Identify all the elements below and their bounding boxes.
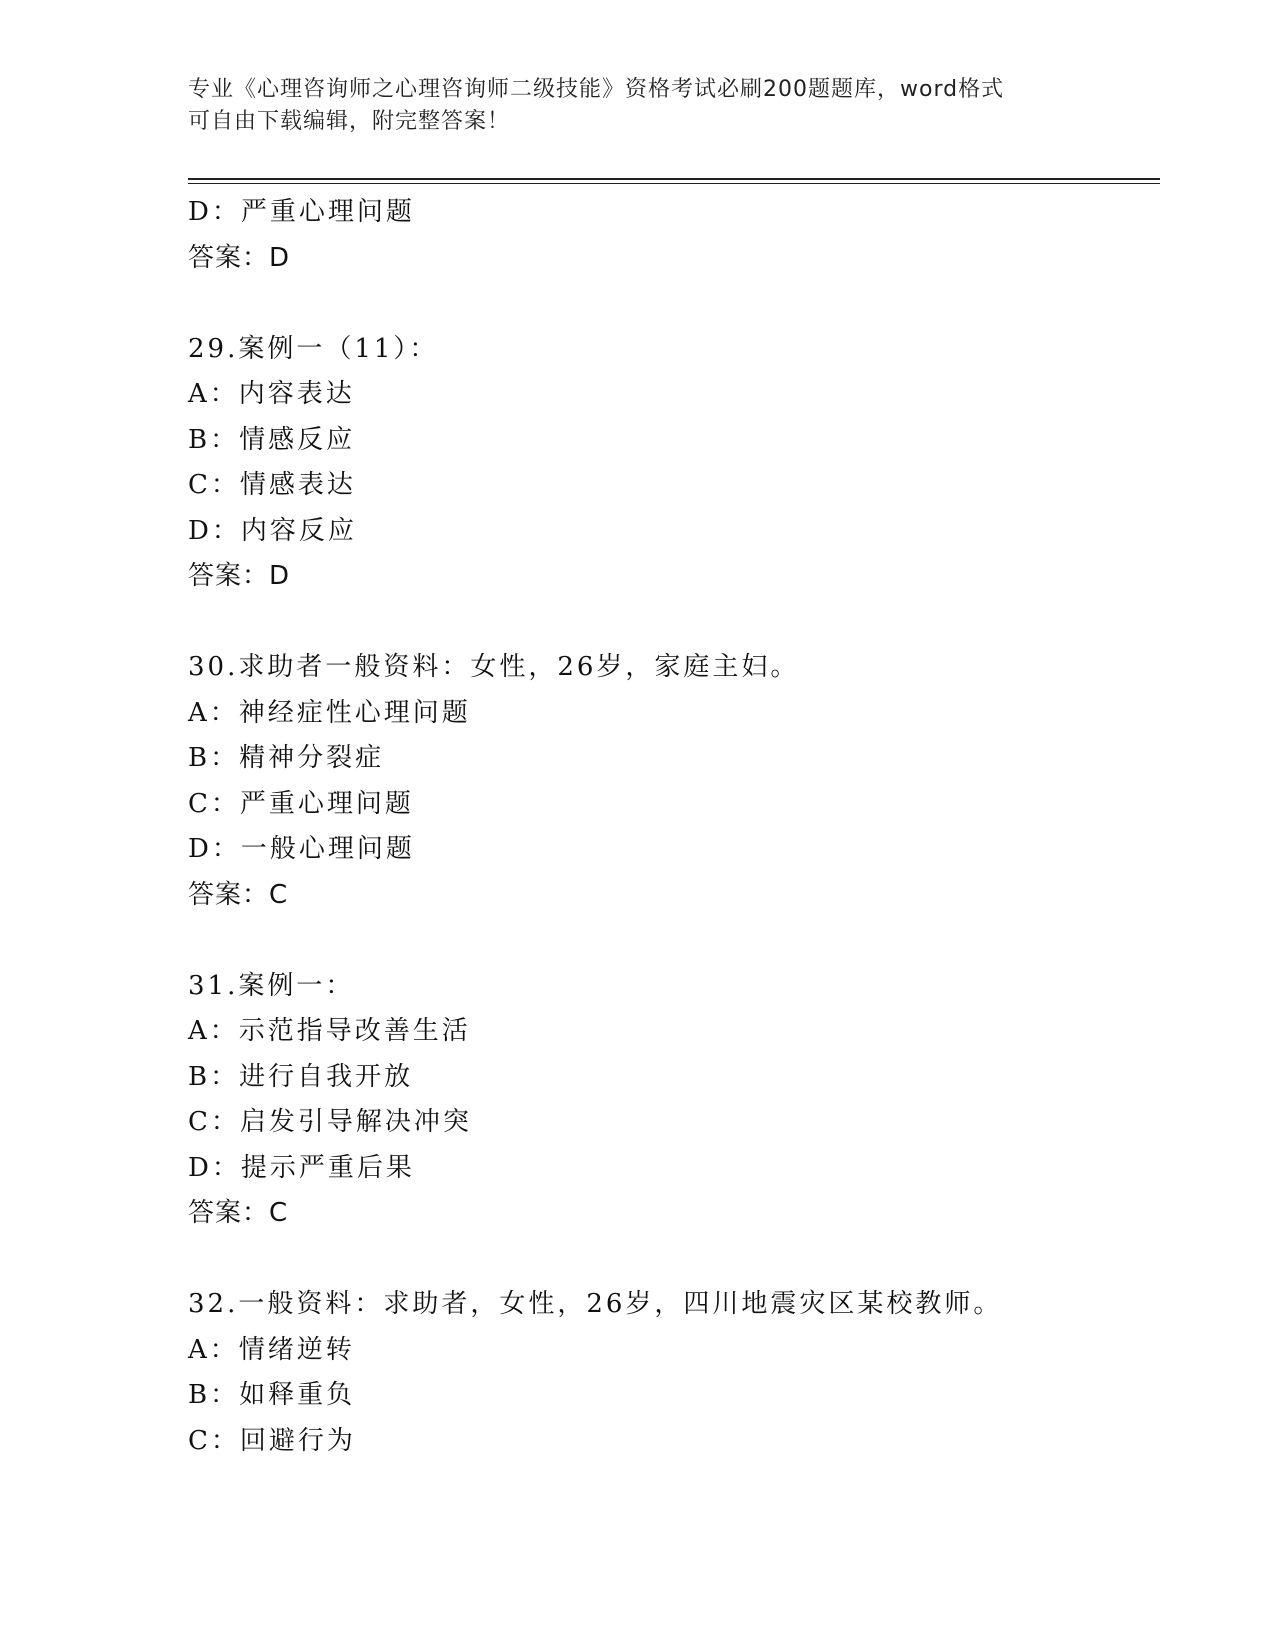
option-c: C：启发引导解决冲突: [188, 1107, 472, 1137]
answer-line: 答案：C: [188, 1198, 289, 1228]
spacer: [188, 281, 1138, 327]
option-a: A：神经症性心理问题: [188, 697, 471, 728]
question-title: 30.求助者一般资料：女性，26岁，家庭主妇。: [188, 652, 800, 682]
option-b: B：精神分裂症: [188, 743, 385, 773]
header-divider-thin: [188, 183, 1160, 184]
answer-line: 答案：D: [188, 561, 291, 591]
question-30: [188, 645, 1138, 918]
option-a: A：内容表达: [188, 379, 355, 409]
question-32: [188, 1282, 1138, 1464]
option-b: B：如释重负: [188, 1380, 356, 1410]
option-a: A：情绪逆转: [188, 1334, 355, 1365]
question-title: 32.一般资料：求助者，女性，26岁，四川地震灾区某校教师。: [188, 1289, 1003, 1319]
spacer: [188, 1237, 1138, 1283]
option-c: C：回避行为: [188, 1425, 356, 1456]
header-title-line-2: 可自由下载编辑，附完整答案！: [188, 109, 511, 134]
option-b: B：进行自我开放: [188, 1061, 414, 1092]
header-divider-thick: [188, 178, 1160, 180]
option-d: D：严重心理问题: [188, 197, 415, 227]
option-d: D：内容反应: [188, 515, 357, 546]
option-a: A：示范指导改善生活: [188, 1016, 471, 1046]
question-29: [188, 327, 1138, 600]
document-header: [188, 74, 1088, 138]
header-title-line-1: 专业《心理咨询师之心理咨询师二级技能》资格考试必刷200题题库，word格式: [188, 77, 1005, 102]
option-d: D：提示严重后果: [188, 1152, 415, 1183]
spacer: [188, 918, 1138, 964]
option-c: C：严重心理问题: [188, 788, 414, 819]
question-list: [188, 190, 1138, 1464]
question-31: [188, 964, 1138, 1237]
question-title: 29.案例一（11）：: [188, 333, 439, 364]
question-28-continuation: [188, 190, 1138, 281]
question-title: 31.案例一：: [188, 970, 355, 1001]
spacer: [188, 600, 1138, 646]
option-b: B：情感反应: [188, 424, 356, 455]
answer-line: 答案：C: [188, 879, 289, 910]
answer-line: 答案：D: [188, 242, 291, 273]
option-c: C：情感表达: [188, 470, 356, 500]
option-d: D：一般心理问题: [188, 834, 415, 864]
